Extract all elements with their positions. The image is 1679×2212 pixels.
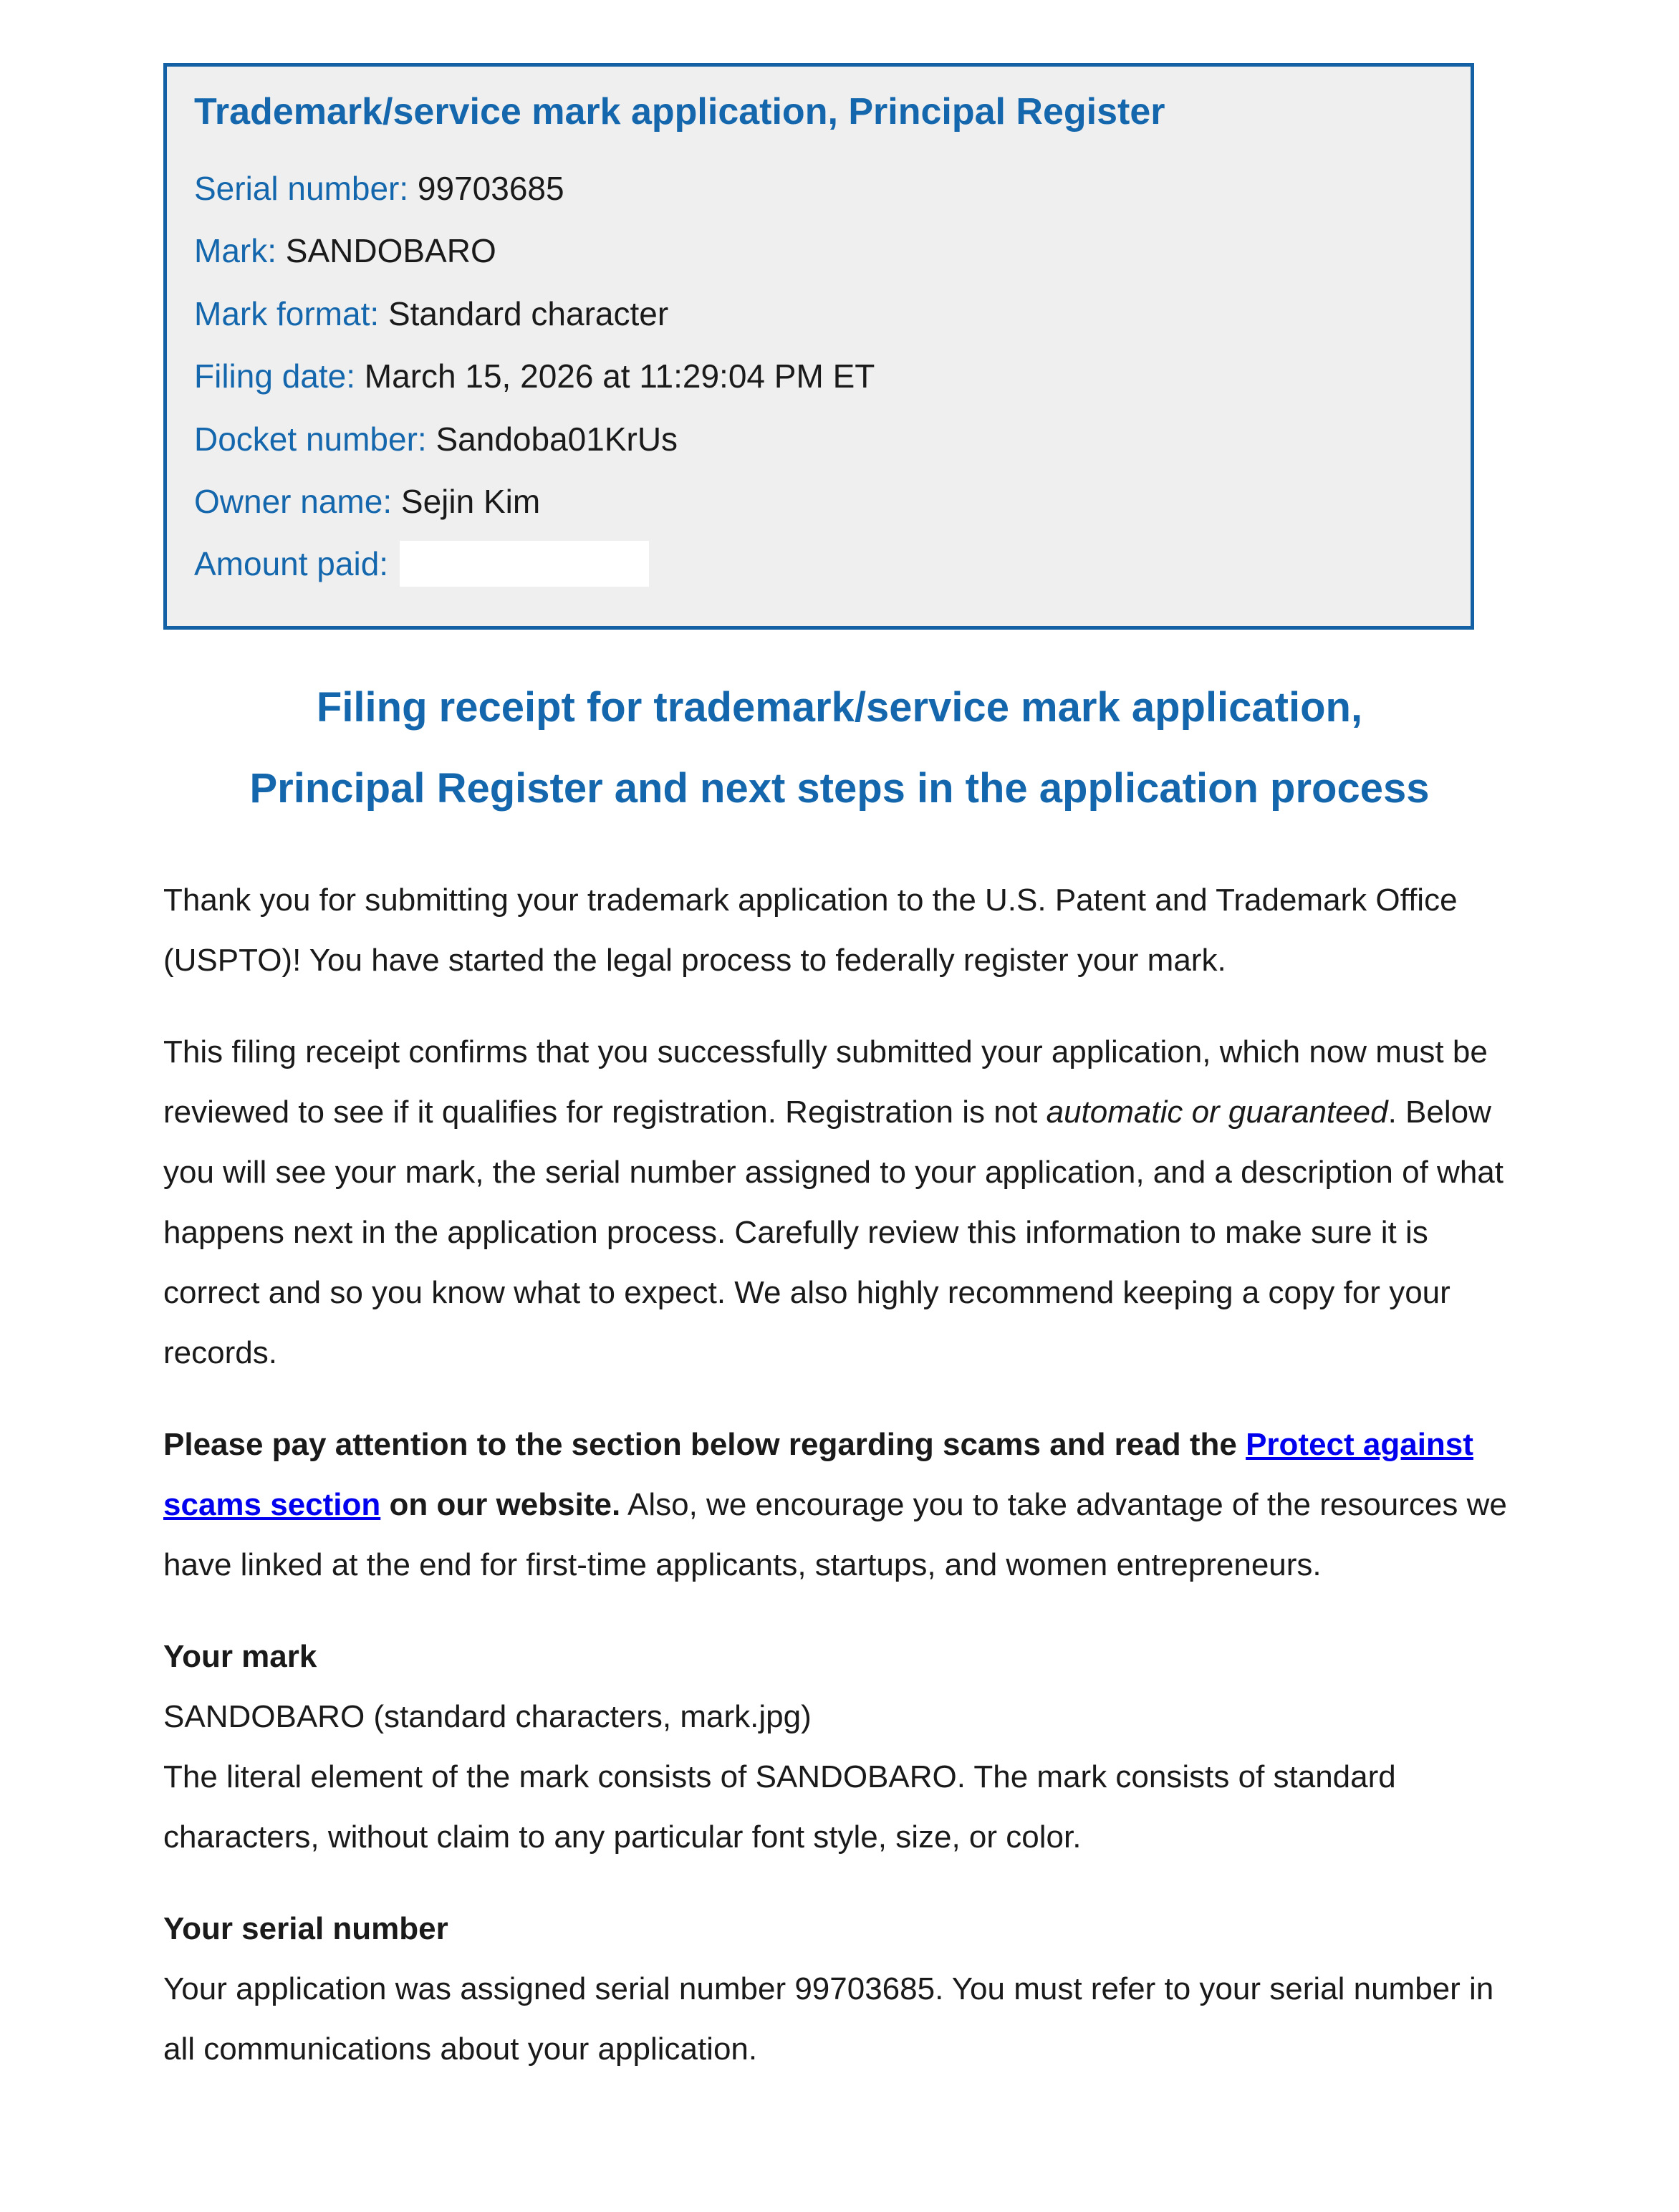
page-title-line2: Principal Register and next steps in the application process <box>249 764 1430 812</box>
receipt-paragraph-text-before: This filing receipt confirms that you successfully submitted your application, which now must be reviewed to see if it qualifies for registration. Registration is not <box>163 1034 1488 1130</box>
document-body <box>163 870 1531 2080</box>
protect-against-scams-link[interactable]: Protect against scams section <box>163 1427 1473 1523</box>
scams-regular-text: Also, we encourage you to take advantage of the resources we have linked at the end for first-time applicants, startups, and women entrepreneurs. <box>163 1487 1507 1583</box>
amount-paid-redacted-box <box>400 541 649 587</box>
docket-number-value: Sandoba01KrUs <box>436 420 678 458</box>
filing-date-label: Filing date: <box>194 357 356 395</box>
mark-value: SANDOBARO <box>285 232 496 270</box>
your-mark-heading: Your mark <box>163 1639 317 1675</box>
scams-bold-text-after-link: on our website. <box>380 1487 621 1523</box>
serial-number-value: 99703685 <box>417 170 564 207</box>
your-serial-number-section <box>163 1899 1531 2079</box>
page-title-line1: Filing receipt for trademark/service mark application, <box>316 683 1363 731</box>
summary-box-title: Trademark/service mark application, Principal Register <box>194 91 1165 133</box>
summary-row-mark <box>194 220 1443 282</box>
your-serial-number-heading: Your serial number <box>163 1911 448 1947</box>
serial-number-label: Serial number: <box>194 170 409 207</box>
mark-format-value: Standard character <box>388 294 669 332</box>
scams-bold-text-before-link: Please pay attention to the section below regarding scams and read the <box>163 1427 1246 1463</box>
application-summary-box <box>163 63 1474 630</box>
your-mark-line1: SANDOBARO (standard characters, mark.jpg) <box>163 1699 812 1735</box>
page-title <box>21 667 1658 829</box>
summary-row-filing-date <box>194 345 1443 408</box>
filing-date-value: March 15, 2026 at 11:29:04 PM ET <box>364 357 875 395</box>
receipt-confirmation-paragraph <box>163 1022 1531 1383</box>
receipt-paragraph-text-after: . Below you will see your mark, the serial number assigned to your application, and a description of what happens next in the application process. Carefully review this information to make sure it is correct and so you know what to expect. We also highly recommend keeping a copy for your records. <box>163 1095 1504 1371</box>
mark-format-label: Mark format: <box>194 294 380 332</box>
receipt-paragraph-italic-text: automatic or guaranteed <box>1046 1095 1388 1130</box>
your-mark-section <box>163 1627 1531 1867</box>
owner-name-label: Owner name: <box>194 482 393 520</box>
docket-number-label: Docket number: <box>194 420 427 458</box>
mark-label: Mark: <box>194 232 276 270</box>
intro-paragraph: Thank you for submitting your trademark application to the U.S. Patent and Trademark Office (USPTO)! You have started the legal process to federally register your mark. <box>163 882 1458 978</box>
scams-warning-paragraph <box>163 1415 1531 1595</box>
summary-row-serial-number <box>194 158 1443 220</box>
your-mark-line2: The literal element of the mark consists of SANDOBARO. The mark consists of standard characters, without claim to any particular font style, size, or color. <box>163 1759 1396 1855</box>
your-serial-number-text: Your application was assigned serial number 99703685. You must refer to your serial number in all communications about your application. <box>163 1971 1494 2067</box>
owner-name-value: Sejin Kim <box>400 482 541 520</box>
summary-row-mark-format <box>194 283 1443 345</box>
summary-row-owner-name <box>194 471 1443 533</box>
amount-paid-label: Amount paid: <box>194 545 389 583</box>
summary-row-docket-number <box>194 408 1443 471</box>
summary-row-amount-paid <box>194 533 1443 595</box>
